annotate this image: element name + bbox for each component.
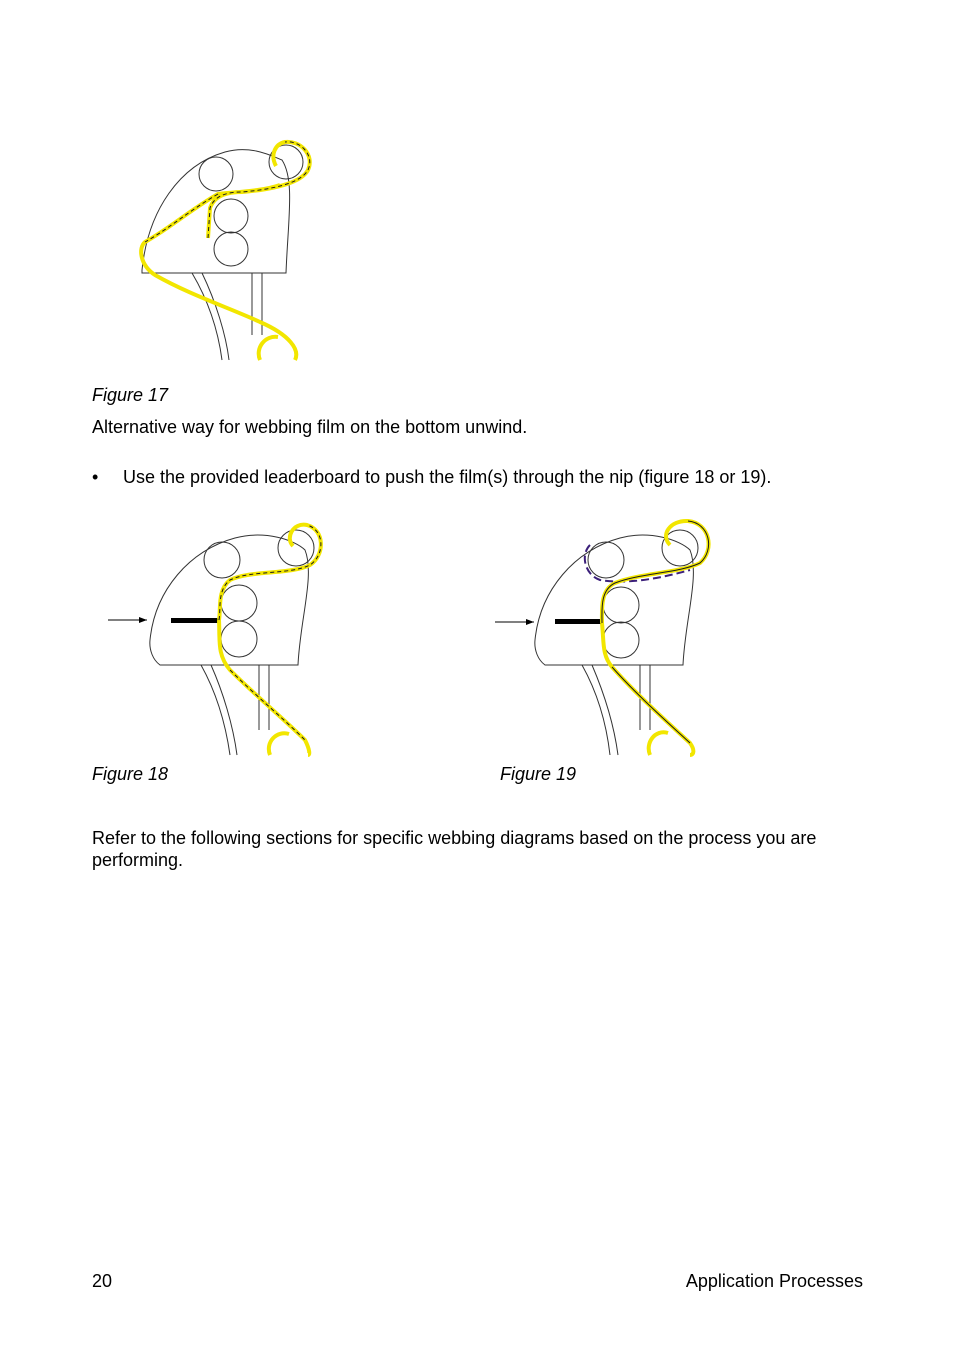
- roller: [588, 542, 624, 578]
- leaderboard: [171, 618, 219, 623]
- roller: [214, 199, 248, 233]
- roller: [199, 157, 233, 191]
- paragraph-refer-sections: Refer to the following sections for specific webbing diagrams based on the process you are performing.: [92, 828, 817, 870]
- roller: [204, 542, 240, 578]
- roller: [214, 232, 248, 266]
- film-path: [602, 521, 709, 755]
- page-number: 20: [92, 1271, 113, 1291]
- roller: [221, 621, 257, 657]
- bullet-text: Use the provided leaderboard to push the film(s) through the nip (figure 18 or 19).: [123, 467, 772, 487]
- figure-18-diagram: [105, 520, 345, 760]
- figure-17-diagram: [130, 130, 330, 365]
- machine-housing: [535, 535, 694, 665]
- footer-section-title: Application Processes: [685, 1271, 863, 1291]
- figure-18-caption: Figure 18: [92, 764, 169, 784]
- machine-housing: [150, 535, 309, 665]
- figure-19-diagram: [490, 515, 730, 760]
- machine-housing: [142, 150, 290, 273]
- bullet-item: [92, 466, 872, 488]
- roller: [603, 587, 639, 623]
- roller: [278, 530, 314, 566]
- figure-19-caption: Figure 19: [500, 764, 577, 784]
- film-path: [219, 525, 321, 755]
- leaderboard: [555, 619, 603, 624]
- figure-17-caption: Figure 17: [92, 385, 169, 405]
- roller: [221, 585, 257, 621]
- film-path: [141, 142, 310, 360]
- paragraph-webbing-alternative: Alternative way for webbing film on the bottom unwind.: [92, 417, 528, 437]
- bullet-symbol: •: [92, 467, 99, 487]
- roller: [603, 622, 639, 658]
